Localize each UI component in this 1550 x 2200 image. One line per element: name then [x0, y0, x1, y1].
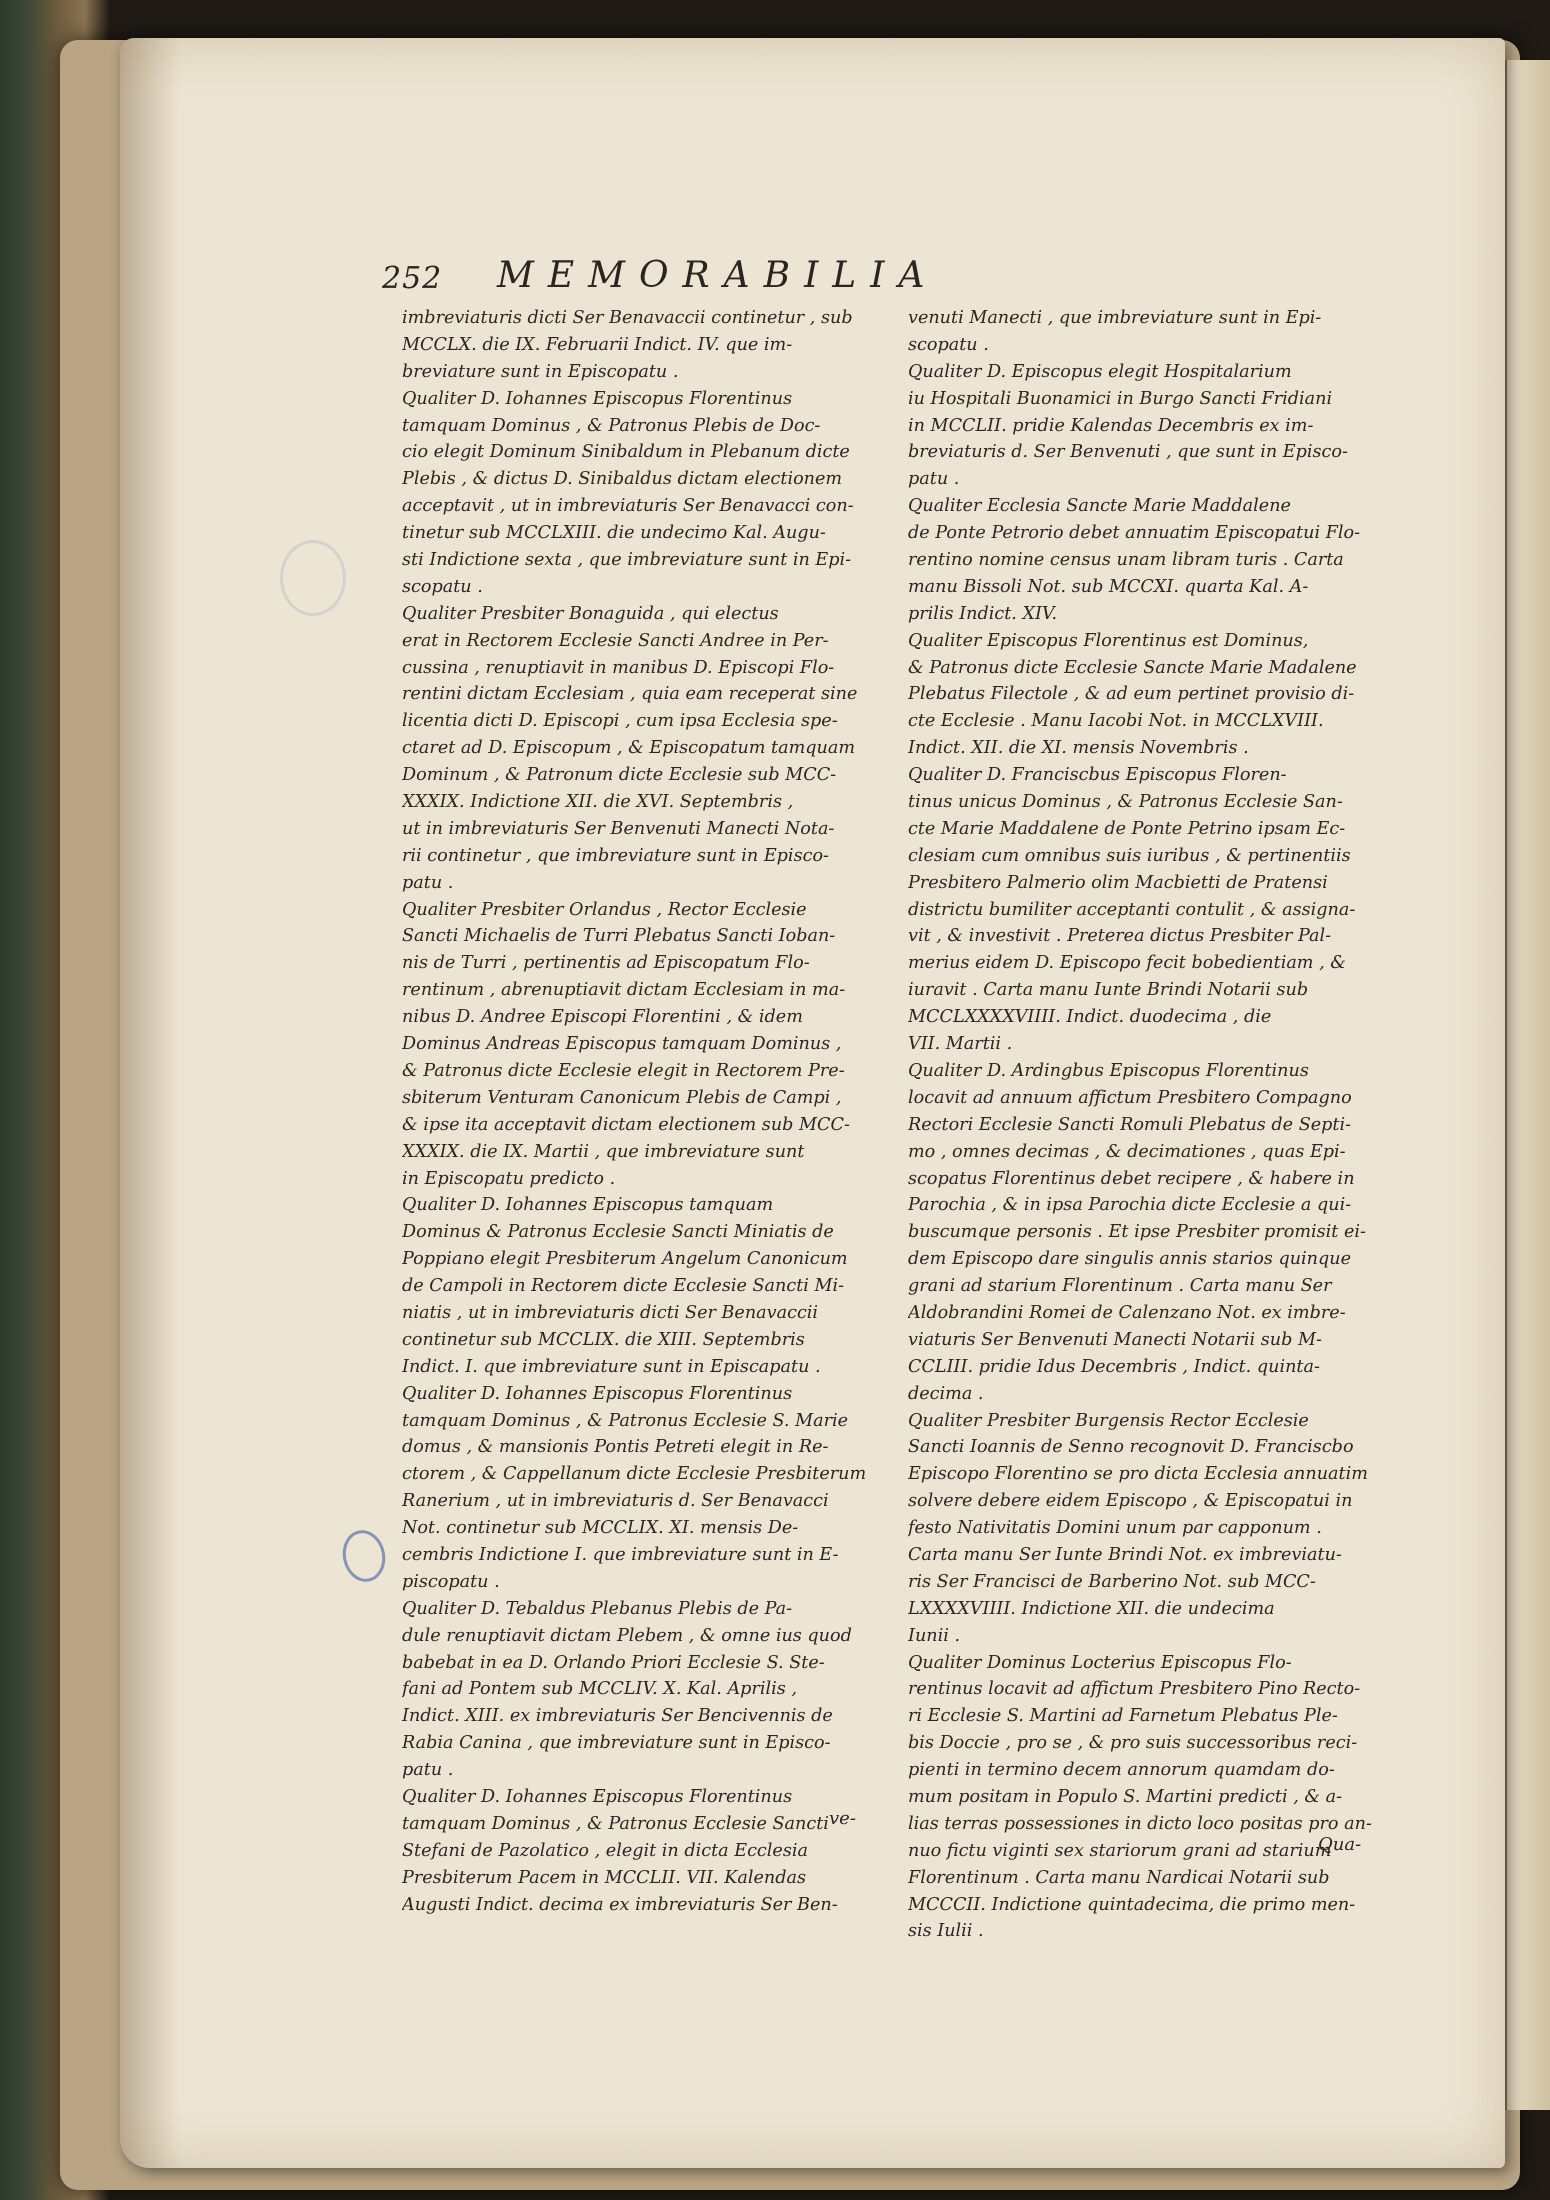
page-number: 252	[382, 261, 443, 296]
text-line: domus , & mansionis Pontis Petreti elegit in Re-	[402, 1437, 829, 1458]
text-line: clesiam cum omnibus suis iuribus , & pertinentiis	[908, 845, 1351, 866]
text-line: Qualiter Presbiter Bonaguida , qui electus	[402, 603, 779, 624]
text-line: Indict. XIII. ex imbreviaturis Ser Bencivennis de	[402, 1706, 833, 1727]
text-line: Dominus Andreas Episcopus tamquam Dominus ,	[402, 1034, 842, 1055]
text-line: CCLIII. pridie Idus Decembris , Indict. quinta-	[908, 1356, 1320, 1377]
text-line: Rectori Ecclesie Sancti Romuli Plebatus de Septi-	[908, 1114, 1352, 1135]
text-line: continetur sub MCCLIX. die XIII. Septembris	[402, 1329, 805, 1350]
text-line: Rabia Canina , que imbreviature sunt in Episco-	[402, 1733, 831, 1754]
text-line: Plebatus Filectole , & ad eum pertinet provisio di-	[908, 684, 1355, 705]
text-line: VII. Martii .	[908, 1034, 1013, 1055]
text-line: patu .	[908, 469, 960, 490]
text-line: tamquam Dominus , & Patronus Ecclesie S. Marie	[402, 1410, 849, 1431]
text-line: patu .	[402, 872, 454, 893]
text-line: ctorem , & Cappellanum dicte Ecclesie Presbiterum	[402, 1464, 867, 1485]
text-line: ut in imbreviaturis Ser Benvenuti Manecti Nota-	[402, 818, 835, 839]
text-line: pienti in termino decem annorum quamdam do-	[908, 1760, 1335, 1781]
text-line: Presbiterum Pacem in MCCLII. VII. Kalendas	[402, 1867, 806, 1888]
right-catchword: Qua-	[1318, 1834, 1362, 1855]
text-line: ri Ecclesie S. Martini ad Farnetum Plebatus Ple-	[908, 1706, 1338, 1727]
text-line: Qualiter D. Iohannes Episcopus tamquam	[402, 1195, 774, 1216]
text-line: manu Bissoli Not. sub MCCXI. quarta Kal. A-	[908, 576, 1309, 597]
text-line: de Ponte Petrorio debet annuatim Episcopatui Flo-	[908, 523, 1361, 544]
text-line: rentino nomine census unam libram turis . Carta	[908, 550, 1344, 571]
text-line: buscumque personis . Et ipse Presbiter promisit ei-	[908, 1222, 1366, 1243]
text-line: & Patronus dicte Ecclesie elegit in Rectorem Pre-	[402, 1060, 845, 1081]
text-line: Qualiter Presbiter Orlandus , Rector Ecclesie	[402, 899, 807, 920]
text-line: breviature sunt in Episcopatu .	[402, 361, 679, 382]
text-line: breviaturis d. Ser Benvenuti , que sunt in Episco-	[908, 442, 1348, 463]
text-line: Dominum , & Patronum dicte Ecclesie sub MCC-	[402, 765, 837, 786]
text-line: merius eidem D. Episcopo fecit bobedientiam , &	[908, 953, 1346, 974]
text-line: in Episcopatu predicto .	[402, 1168, 616, 1189]
text-line: scopatus Florentinus debet recipere , & habere in	[908, 1168, 1355, 1189]
text-line: festo Nativitatis Domini unum par capponum .	[908, 1518, 1322, 1539]
text-line: tinetur sub MCCLXIII. die undecimo Kal. Augu-	[402, 523, 826, 544]
text-line: nis de Turri , pertinentis ad Episcopatum Flo-	[402, 953, 810, 974]
text-line: sbiterum Venturam Canonicum Plebis de Campi ,	[402, 1087, 842, 1108]
text-line: Poppiano elegit Presbiterum Angelum Canonicum	[402, 1249, 848, 1270]
text-line: erat in Rectorem Ecclesie Sancti Andree in Per-	[402, 630, 829, 651]
text-line: Qualiter D. Franciscbus Episcopus Floren-	[908, 765, 1287, 786]
text-line: acceptavit , ut in imbreviaturis Ser Benavacci con-	[402, 496, 854, 517]
text-line: XXXIX. Indictione XII. die XVI. Septembris ,	[402, 792, 794, 813]
gutter-shadow	[120, 38, 180, 2168]
running-title: MEMORABILIA	[497, 255, 939, 296]
text-line: Augusti Indict. decima ex imbreviaturis Ser Ben-	[402, 1894, 838, 1915]
text-line: scopatu .	[402, 576, 483, 597]
text-line: XXXIX. die IX. Martii , que imbreviature sunt	[402, 1141, 805, 1162]
text-line: Qualiter D. Iohannes Episcopus Florentinus	[402, 1383, 793, 1404]
text-line: Episcopo Florentino se pro dicta Ecclesia annuatim	[908, 1464, 1368, 1485]
text-line: rentinus locavit ad affictum Presbitero Pino Recto-	[908, 1679, 1361, 1700]
text-line: Plebis , & dictus D. Sinibaldus dictam electionem	[402, 469, 843, 490]
text-line: rentinum , abrenuptiavit dictam Ecclesiam in ma-	[402, 980, 846, 1001]
text-line: locavit ad annuum affictum Presbitero Compagno	[908, 1087, 1352, 1108]
text-line: Not. continetur sub MCCLIX. XI. mensis De-	[402, 1518, 799, 1539]
text-line: ris Ser Francisci de Barberino Not. sub MCC-	[908, 1571, 1316, 1592]
text-line: imbreviaturis dicti Ser Benavaccii continetur , sub	[402, 308, 853, 328]
text-line: iuravit . Carta manu Iunte Brindi Notarii sub	[908, 980, 1309, 1001]
text-line: licentia dicti D. Episcopi , cum ipsa Ecclesia spe-	[402, 711, 838, 732]
text-line: venuti Manecti , que imbreviature sunt in Epi-	[908, 308, 1322, 328]
text-line: lias terras possessiones in dicto loco positas pro an-	[908, 1813, 1372, 1834]
text-line: sis Iulii .	[908, 1921, 984, 1942]
text-line: cussina , renuptiavit in manibus D. Episcopi Flo-	[402, 657, 835, 678]
faint-stamp-mark	[280, 540, 346, 616]
text-line: mum positam in Populo S. Martini predicti , & a-	[908, 1786, 1343, 1807]
text-line: mo , omnes decimas , & decimationes , quas Epi-	[908, 1141, 1346, 1162]
text-line: Florentinum . Carta manu Nardicai Notarii sub	[908, 1867, 1330, 1888]
text-line: piscopatu .	[402, 1571, 500, 1592]
left-catchword: ve-	[829, 1808, 856, 1829]
text-line: patu .	[402, 1760, 454, 1781]
text-line: Presbitero Palmerio olim Macbietti de Pratensi	[908, 872, 1328, 893]
text-line: Sancti Ioannis de Senno recognovit D. Franciscbo	[908, 1437, 1354, 1458]
text-line: Qualiter D. Iohannes Episcopus Florentinus	[402, 388, 793, 409]
text-line: Dominus & Patronus Ecclesie Sancti Miniatis de	[402, 1222, 834, 1243]
text-line: LXXXXVIIII. Indictione XII. die undecima	[908, 1598, 1275, 1619]
text-line: tamquam Dominus , & Patronus Plebis de Doc-	[402, 415, 821, 436]
text-line: babebat in ea D. Orlando Priori Ecclesie S. Ste-	[402, 1652, 825, 1673]
text-line: bis Doccie , pro se , & pro suis successoribus reci-	[908, 1733, 1358, 1754]
text-line: Qualiter D. Ardingbus Episcopus Florentinus	[908, 1060, 1309, 1081]
text-line: Sancti Michaelis de Turri Plebatus Sancti Ioban-	[402, 926, 836, 947]
text-line: nuo fictu viginti sex stariorum grani ad starium	[908, 1840, 1332, 1861]
text-line: tinus unicus Dominus , & Patronus Ecclesie San-	[908, 792, 1343, 813]
text-line: dem Episcopo dare singulis annis starios quinque	[908, 1249, 1352, 1270]
text-line: scopatu .	[908, 334, 989, 355]
text-line: iu Hospitali Buonamici in Burgo Sancti Fridiani	[908, 388, 1333, 409]
text-line: Ranerium , ut in imbreviaturis d. Ser Benavacci	[402, 1491, 829, 1512]
text-line: cte Marie Maddalene de Ponte Petrino ipsam Ec-	[908, 818, 1346, 839]
facing-page-edge	[1505, 60, 1550, 2110]
text-line: tamquam Dominus , & Patronus Ecclesie Sancti	[402, 1813, 829, 1834]
text-line: MCCLX. die IX. Februarii Indict. IV. que im-	[402, 334, 793, 355]
text-line: cembris Indictione I. que imbreviature sunt in E-	[402, 1544, 839, 1565]
text-line: Qualiter Presbiter Burgensis Rector Ecclesie	[908, 1410, 1309, 1431]
text-line: Qualiter D. Iohannes Episcopus Florentinus	[402, 1786, 793, 1807]
text-line: dule renuptiavit dictam Plebem , & omne ius quod	[402, 1625, 852, 1646]
text-line: & Patronus dicte Ecclesie Sancte Marie Madalene	[908, 657, 1357, 678]
text-line: prilis Indict. XIV.	[908, 603, 1058, 624]
text-line: Stefani de Pazolatico , elegit in dicta Ecclesia	[402, 1840, 808, 1861]
text-line: cte Ecclesie . Manu Iacobi Not. in MCCLXVIII.	[908, 711, 1324, 732]
text-line: sti Indictione sexta , que imbreviature sunt in Epi-	[402, 550, 852, 571]
text-line: decima .	[908, 1383, 984, 1404]
text-line: niatis , ut in imbreviaturis dicti Ser Benavaccii	[402, 1302, 819, 1323]
text-line: de Campoli in Rectorem dicte Ecclesie Sancti Mi-	[402, 1276, 845, 1297]
text-line: MCCLXXXXVIIII. Indict. duodecima , die	[908, 1007, 1272, 1028]
text-line: Qualiter Dominus Locterius Episcopus Flo-	[908, 1652, 1292, 1673]
text-line: vit , & investivit . Preterea dictus Presbiter Pal-	[908, 926, 1332, 947]
text-line: Aldobrandini Romei de Calenzano Not. ex imbre-	[908, 1302, 1346, 1323]
text-line: rii continetur , que imbreviature sunt in Episco-	[402, 845, 829, 866]
text-line: Carta manu Ser Iunte Brindi Not. ex imbreviatu-	[908, 1544, 1342, 1565]
text-line: Qualiter Ecclesia Sancte Marie Maddalene	[908, 496, 1291, 517]
text-line: Iunii .	[908, 1625, 961, 1646]
text-line: grani ad starium Florentinum . Carta manu Ser	[908, 1276, 1332, 1297]
text-line: Qualiter Episcopus Florentinus est Dominus,	[908, 630, 1309, 651]
text-line: ctaret ad D. Episcopum , & Episcopatum tamquam	[402, 738, 856, 759]
text-line: MCCCII. Indictione quintadecima, die primo men-	[908, 1894, 1356, 1915]
text-line: cio elegit Dominum Sinibaldum in Plebanum dicte	[402, 442, 850, 463]
text-line: Indict. XII. die XI. mensis Novembris .	[908, 738, 1249, 759]
text-line: Qualiter D. Tebaldus Plebanus Plebis de Pa-	[402, 1598, 793, 1619]
text-line: viaturis Ser Benvenuti Manecti Notarii sub M-	[908, 1329, 1322, 1350]
right-text-column	[908, 305, 1388, 1945]
text-line: nibus D. Andree Episcopi Florentini , & idem	[402, 1007, 803, 1028]
text-line: in MCCLII. pridie Kalendas Decembris ex im-	[908, 415, 1314, 436]
left-text-column	[402, 305, 882, 1918]
text-line: & ipse ita acceptavit dictam electionem sub MCC-	[402, 1114, 850, 1135]
text-line: rentini dictam Ecclesiam , quia eam receperat sine	[402, 684, 858, 705]
text-line: fani ad Pontem sub MCCLIV. X. Kal. Aprilis ,	[402, 1679, 797, 1700]
text-line: Qualiter D. Episcopus elegit Hospitalarium	[908, 361, 1292, 382]
text-line: districtu bumiliter acceptanti contulit , & assigna-	[908, 899, 1356, 920]
text-line: Parochia , & in ipsa Parochia dicte Ecclesie a qui-	[908, 1195, 1352, 1216]
text-line: Indict. I. que imbreviature sunt in Episcapatu .	[402, 1356, 821, 1377]
text-line: solvere debere eidem Episcopo , & Episcopatui in	[908, 1491, 1353, 1512]
